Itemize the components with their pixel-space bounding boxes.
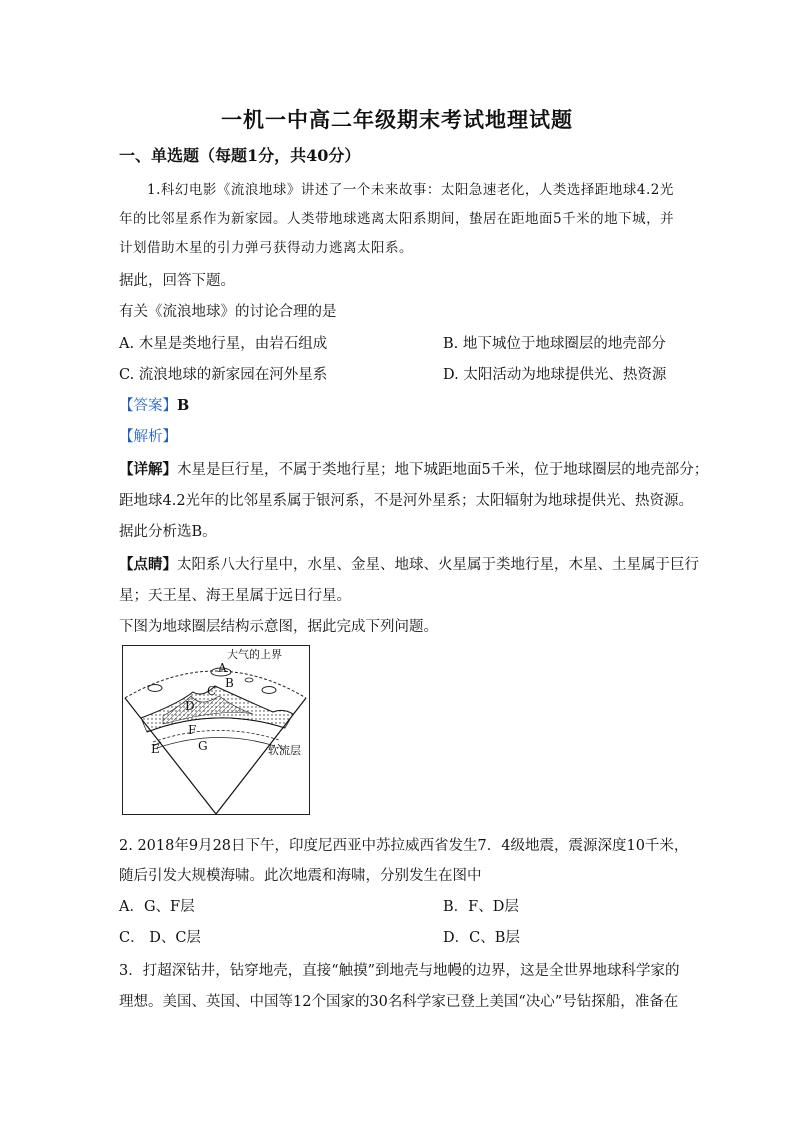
cloud-2 [148, 685, 162, 692]
answer-value: B [177, 397, 190, 414]
q1-option-b: B. 地下城位于地球圈层的地壳部分 [443, 336, 666, 352]
label-atmosphere-top: 大气的上界 [227, 648, 282, 661]
section-heading: 一、单选题（每题1分，共40分） [119, 146, 361, 165]
detail-text: 木星是巨行星，不属于类地行星；地下城距地面5千米，位于地球圈层的地壳部分； [177, 462, 709, 478]
label-g: G [198, 739, 208, 753]
detail-line-2: 距地球4.2光年的比邻星系属于银河系，不是河外星系；太阳辐射为地球提供光、热资源。 [119, 493, 694, 509]
label-a: A [218, 661, 227, 675]
earth-layers-diagram [122, 645, 310, 815]
q2-option-d: D．C、B层 [443, 930, 520, 946]
detail-line-3: 据此分析选B。 [119, 524, 217, 540]
earth-layers-svg [123, 646, 309, 814]
q1-option-d: D. 太阳活动为地球提供光、热资源 [443, 367, 667, 383]
figure-intro: 下图为地球圈层结构示意图，据此完成下列问题。 [119, 619, 438, 635]
q1-option-c: C. 流浪地球的新家园在河外星系 [119, 367, 328, 383]
note-label: 【点睛】 [119, 556, 177, 573]
detail-label: 【详解】 [119, 461, 177, 478]
q1-option-a: A. 木星是类地行星，由岩石组成 [119, 336, 328, 352]
q1-prompt: 据此，回答下题。 [119, 273, 235, 289]
note-line-1 [119, 553, 699, 574]
note-line-2: 星；天王星、海王星属于远日行星。 [119, 588, 351, 604]
q2-line-1: 2. 2018年9月28日下午，印度尼西亚中苏拉威西省发生7．4级地震，震源深度10千米， [119, 838, 689, 854]
q2-option-b: B．F、D层 [443, 899, 519, 915]
label-b: B [225, 676, 234, 690]
answer-label: 【答案】 [119, 398, 177, 414]
q3-line-2: 理想。美国、英国、中国等12个国家的30名科学家已登上美国“决心”号钻探船，准备在 [119, 994, 679, 1010]
q3-line-1: 3．打超深钻井，钻穿地壳，直接“触摸”到地壳与地幔的边界，这是全世界地球科学家的 [119, 963, 680, 979]
label-asthenosphere: 软流层 [268, 744, 301, 757]
label-e: E [151, 742, 160, 756]
q1-text-line-3: 计划借助木星的引力弹弓获得动力逃离太阳系。 [119, 240, 413, 256]
cloud-4 [245, 678, 253, 682]
q1-answer [119, 394, 189, 415]
page-title: 一机一中高二年级期末考试地理试题 [221, 107, 573, 132]
label-d: D [185, 699, 195, 713]
q2-line-2: 随后引发大规模海啸。此次地震和海啸，分别发生在图中 [119, 868, 482, 884]
label-f: F [188, 723, 197, 737]
note-text: 太阳系八大行星中，水星、金星、地球、火星属于类地行星，木星、土星属于巨行 [177, 557, 699, 573]
label-c: C [207, 684, 217, 698]
detail-line-1 [119, 458, 708, 479]
cloud-3 [262, 687, 276, 694]
q2-option-a: A．G、F层 [119, 899, 195, 915]
asthenosphere-upper [153, 730, 279, 742]
q1-text-line-2: 年的比邻星系作为新家园。人类带地球逃离太阳系期间，蛰居在距地面5千米的地下城，并 [119, 211, 675, 227]
q1-stem: 有关《流浪地球》的讨论合理的是 [119, 304, 337, 320]
analysis-label: 【解析】 [119, 429, 177, 445]
q1-text-line-1: 1.科幻电影《流浪地球》讲述了一个未来故事：太阳急速老化，人类选择距地球4.2光 [147, 182, 674, 198]
q2-option-c: C． D、C层 [119, 930, 201, 946]
asthenosphere-lower [157, 737, 275, 748]
